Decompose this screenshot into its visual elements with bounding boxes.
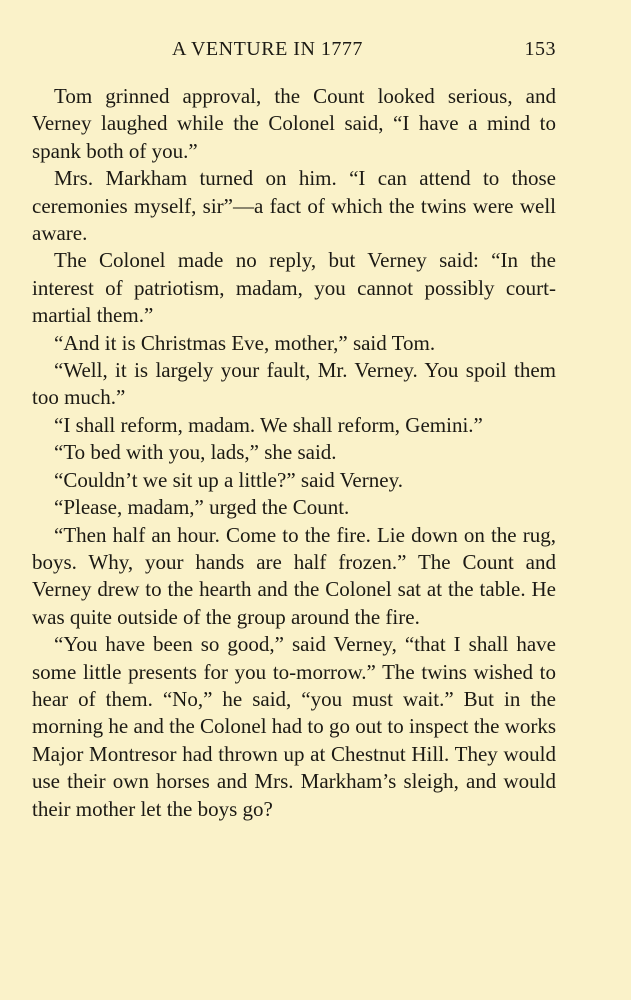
paragraph: “Please, madam,” urged the Count. — [54, 495, 350, 520]
paragraph: “You have been so good,” said Verney, “that I shall have some little presents for you to-morrow.” The twins wished to hear of them. “No,” he said, “you must wait.” But in the morning he and the Colonel had to go out to inspect the works Major Montresor had thrown up at Chestnut Hill. They would use their own horses and Mrs. Markham’s sleigh, and would their mother let the boys go? — [32, 632, 556, 821]
body-text — [32, 83, 556, 823]
paragraph: “To bed with you, lads,” she said. — [54, 440, 337, 465]
paragraph: “And it is Christmas Eve, mother,” said Tom. — [54, 330, 436, 355]
paragraph: The Colonel made no reply, but Verney said: “In the interest of patriotism, madam, you cannot possibly court-martial them.” — [32, 248, 556, 328]
paragraph: “I shall reform, madam. We shall reform, Gemini.” — [54, 412, 483, 437]
running-head — [32, 38, 556, 68]
paragraph: Mrs. Markham turned on him. “I can attend to those ceremonies myself, sir”—a fact of which the twins were well aware. — [32, 166, 556, 246]
paragraph: Tom grinned approval, the Count looked serious, and Verney laughed while the Colonel said, “I have a mind to spank both of you.” — [32, 84, 556, 163]
paragraph: “Couldn’t we sit up a little?” said Verney. — [54, 467, 403, 492]
paragraph: “Well, it is largely your fault, Mr. Verney. You spoil them too much.” — [32, 358, 556, 410]
page-number: 153 — [524, 38, 556, 60]
running-title: A VENTURE IN 1777 — [172, 38, 363, 60]
paragraph: “Then half an hour. Come to the fire. Lie down on the rug, boys. Why, your hands are half frozen.” The Count and Verney drew to the hearth and the Colonel sat at the table. He was quite outside of the group around the fire. — [32, 522, 556, 629]
